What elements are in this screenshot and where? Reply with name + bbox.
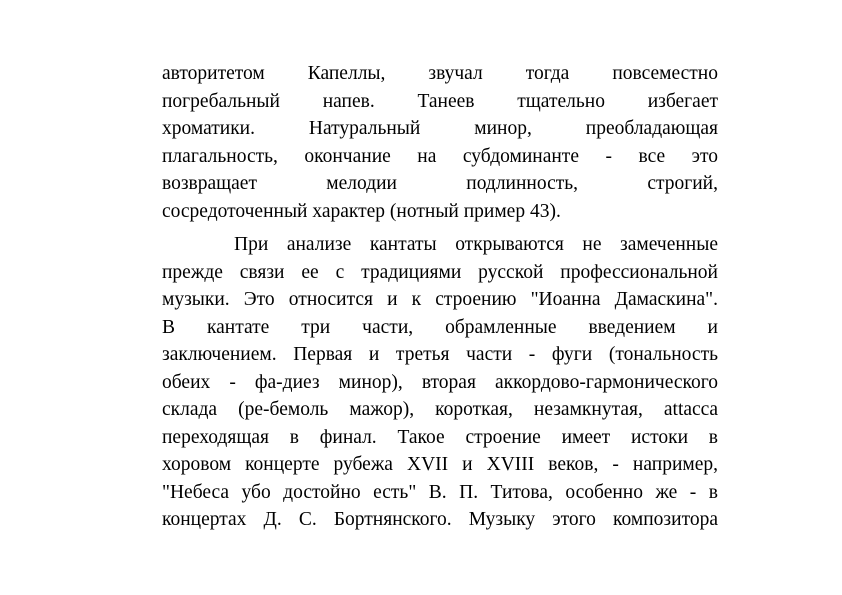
text-line: хоровом концерте рубежа XVII и XVIII веков, - например, (162, 454, 718, 475)
text-line: плагальность, окончание на субдоминанте - все это (162, 145, 718, 167)
text-line: концертах Д. С. Бортнянского. Музыку этого композитора (162, 509, 718, 530)
text-line: авторитетом Капеллы, звучал тогда повсеместно (162, 63, 718, 84)
text-line: сосредоточенный характер (нотный пример 43). (162, 200, 561, 222)
text-line: хроматики. Натуральный минор, преобладающая (162, 118, 718, 139)
text-line: "Небеса убо достойно есть" В. П. Титова, особенно же - в (162, 481, 718, 503)
paragraph-1 (162, 60, 718, 225)
text-line: При анализе кантаты открываются не замеченные (234, 234, 718, 255)
text-line: обеих - фа-диез минор), вторая аккордово-гармонического (162, 371, 718, 393)
text-line: переходящая в финал. Такое строение имеет истоки в (162, 426, 718, 448)
text-line: заключением. Первая и третья части - фуги (тональность (162, 344, 718, 365)
paragraph-2 (162, 231, 718, 534)
text-line: прежде связи ее с традициями русской профессиональной (162, 261, 718, 283)
text-line: погребальный напев. Танеев тщательно избегает (162, 90, 718, 112)
text-line: возвращает мелодии подлинность, строгий, (162, 173, 718, 194)
text-line: В кантате три части, обрамленные введением и (162, 316, 718, 338)
document-page (162, 60, 718, 534)
text-line: музыки. Это относится и к строению "Иоанна Дамаскина". (162, 289, 718, 310)
text-line: склада (ре-бемоль мажор), короткая, незамкнутая, attacca (162, 399, 718, 420)
